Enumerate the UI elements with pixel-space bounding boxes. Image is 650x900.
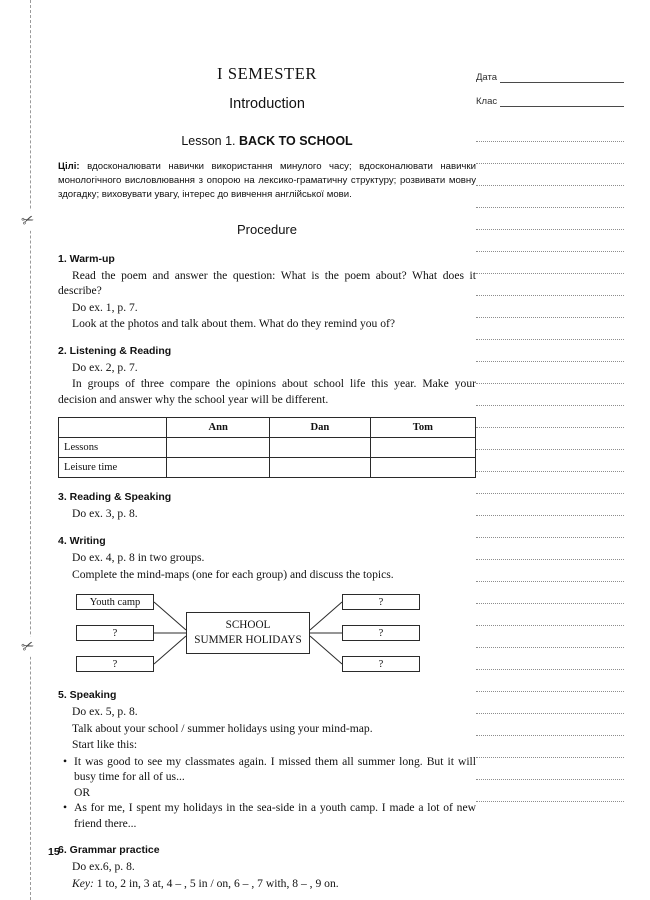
- table-cell[interactable]: [167, 458, 270, 478]
- table-row: [59, 438, 476, 458]
- note-line[interactable]: [476, 670, 624, 692]
- warmup-line-2: Do ex. 1, p. 7.: [72, 300, 138, 314]
- note-line[interactable]: [476, 494, 624, 516]
- date-label: Дата: [476, 72, 498, 83]
- section-heading-listening-reading: 2. Listening & Reading: [58, 344, 172, 357]
- mindmap-center-node: [186, 612, 310, 654]
- lesson-name: BACK TO SCHOOL: [239, 134, 353, 148]
- note-line[interactable]: [476, 472, 624, 494]
- note-line[interactable]: [476, 516, 624, 538]
- table-row: [59, 458, 476, 478]
- section-heading-speaking: 5. Speaking: [58, 689, 117, 702]
- note-line[interactable]: [476, 736, 624, 758]
- scissors-icon: ✂: [19, 211, 37, 231]
- note-line[interactable]: [476, 142, 624, 164]
- grammar-key-label: Key:: [72, 876, 94, 890]
- class-input-rule[interactable]: [500, 96, 624, 107]
- note-line[interactable]: [476, 274, 624, 296]
- date-field[interactable]: [476, 72, 624, 83]
- table-header-dan: Dan: [270, 418, 371, 438]
- mindmap-node-left-bottom[interactable]: ?: [76, 656, 154, 672]
- speaking-or-divider: OR: [74, 785, 91, 799]
- note-line[interactable]: [476, 538, 624, 560]
- writing-line-2: Complete the mind-maps (one for each group) and discuss the topics.: [72, 567, 394, 581]
- note-line[interactable]: [476, 560, 624, 582]
- note-line[interactable]: [476, 384, 624, 406]
- note-line[interactable]: [476, 648, 624, 670]
- note-line[interactable]: [476, 780, 624, 802]
- note-line[interactable]: [476, 318, 624, 340]
- semester-title: I SEMESTER: [217, 64, 317, 83]
- speaking-examples-list: [58, 754, 476, 785]
- table-header-row: [59, 418, 476, 438]
- mindmap-node-right-bottom[interactable]: ?: [342, 656, 420, 672]
- note-line[interactable]: [476, 626, 624, 648]
- note-line[interactable]: [476, 692, 624, 714]
- note-line[interactable]: [476, 428, 624, 450]
- list-item: • It was good to see my classmates again. I missed them all summer long. But it will busy time for all of us...: [74, 754, 476, 785]
- binding-dashed-line: [30, 0, 31, 900]
- note-line[interactable]: [476, 164, 624, 186]
- speaking-line-1: Do ex. 5, p. 8.: [72, 705, 138, 719]
- reading-speaking-line-1: Do ex. 3, p. 8.: [72, 507, 138, 521]
- note-line[interactable]: [476, 296, 624, 318]
- note-line[interactable]: [476, 582, 624, 604]
- list-item: • As for me, I spent my holidays in the sea-side in a youth camp. I made a lot of new friend there...: [74, 800, 476, 831]
- mindmap-node-right-top[interactable]: ?: [342, 594, 420, 610]
- grammar-key-line: [58, 876, 476, 892]
- table-cell[interactable]: [167, 438, 270, 458]
- note-line[interactable]: [476, 406, 624, 428]
- table-header-blank: [59, 418, 167, 438]
- class-label: Клас: [476, 96, 498, 107]
- procedure-heading: Procedure: [237, 221, 297, 237]
- listening-line-1: Do ex. 2, p. 7.: [72, 360, 138, 374]
- grammar-key-text: 1 to, 2 in, 3 at, 4 – , 5 in / on, 6 – , 7 with, 8 – , 9 on.: [93, 876, 339, 890]
- note-line[interactable]: [476, 340, 624, 362]
- warmup-line-1: Read the poem and answer the question: What is the poem about? What does it describe?: [58, 268, 476, 298]
- notes-column: [476, 72, 624, 802]
- note-line[interactable]: [476, 120, 624, 142]
- table-cell[interactable]: [270, 458, 371, 478]
- speaking-examples-list-2: [58, 800, 476, 831]
- lesson-aims: [58, 160, 476, 202]
- grammar-line-1: Do ex.6, p. 8.: [72, 860, 135, 874]
- section-heading-writing: 4. Writing: [58, 534, 106, 547]
- note-line[interactable]: [476, 252, 624, 274]
- table-header-ann: Ann: [167, 418, 270, 438]
- lesson-number: Lesson 1.: [181, 134, 236, 148]
- section-heading-warm-up: 1. Warm-up: [58, 252, 115, 265]
- note-line[interactable]: [476, 450, 624, 472]
- mindmap-node-left-top[interactable]: Youth camp: [76, 594, 154, 610]
- speaking-line-3: Start like this:: [72, 738, 138, 752]
- ruled-note-lines[interactable]: [476, 120, 624, 802]
- lesson-title: [58, 134, 476, 148]
- note-line[interactable]: [476, 362, 624, 384]
- note-line[interactable]: [476, 714, 624, 736]
- note-line[interactable]: [476, 230, 624, 252]
- class-field[interactable]: [476, 96, 624, 107]
- listening-line-2: In groups of three compare the opinions about school life this year. Make your decision and answer why the school year will be different.: [58, 377, 476, 406]
- note-line[interactable]: [476, 604, 624, 626]
- speaking-line-2: Talk about your school / summer holidays using your mind-map.: [72, 721, 373, 735]
- scissors-icon: ✂: [19, 637, 37, 657]
- note-line[interactable]: [476, 186, 624, 208]
- lesson-content: [58, 64, 476, 892]
- table-row-label-lessons: Lessons: [59, 438, 167, 458]
- mindmap-node-right-mid[interactable]: ?: [342, 625, 420, 641]
- mindmap-center-line-2: SUMMER HOLIDAYS: [194, 634, 302, 647]
- introduction-title: Introduction: [229, 96, 305, 112]
- note-line[interactable]: [476, 758, 624, 780]
- warmup-line-3: Look at the photos and talk about them. What do they remind you of?: [72, 317, 396, 331]
- note-line[interactable]: [476, 208, 624, 230]
- section-heading-reading-speaking: 3. Reading & Speaking: [58, 491, 172, 504]
- table-header-tom: Tom: [370, 418, 475, 438]
- date-input-rule[interactable]: [500, 72, 624, 83]
- table-cell[interactable]: [370, 458, 475, 478]
- aims-label: Цілі:: [58, 161, 80, 172]
- mindmap-node-left-mid[interactable]: ?: [76, 625, 154, 641]
- table-cell[interactable]: [270, 438, 371, 458]
- table-row-label-leisure-time: Leisure time: [59, 458, 167, 478]
- opinions-table: [58, 417, 476, 478]
- writing-line-1: Do ex. 4, p. 8 in two groups.: [72, 550, 205, 564]
- section-heading-grammar-practice: 6. Grammar practice: [58, 844, 160, 857]
- table-cell[interactable]: [370, 438, 475, 458]
- mind-map-diagram: [58, 590, 476, 676]
- aims-text: вдосконалювати навички використання минулого часу; вдосконалювати навички монологічного висловлювання з опорою на лексико-граматичну структуру; розвивати мовну здогадку; виховувати увагу, інтерес до вивчення англійської мови.: [58, 161, 476, 200]
- page-number: 15: [48, 846, 60, 858]
- mindmap-center-line-1: SCHOOL: [225, 619, 271, 632]
